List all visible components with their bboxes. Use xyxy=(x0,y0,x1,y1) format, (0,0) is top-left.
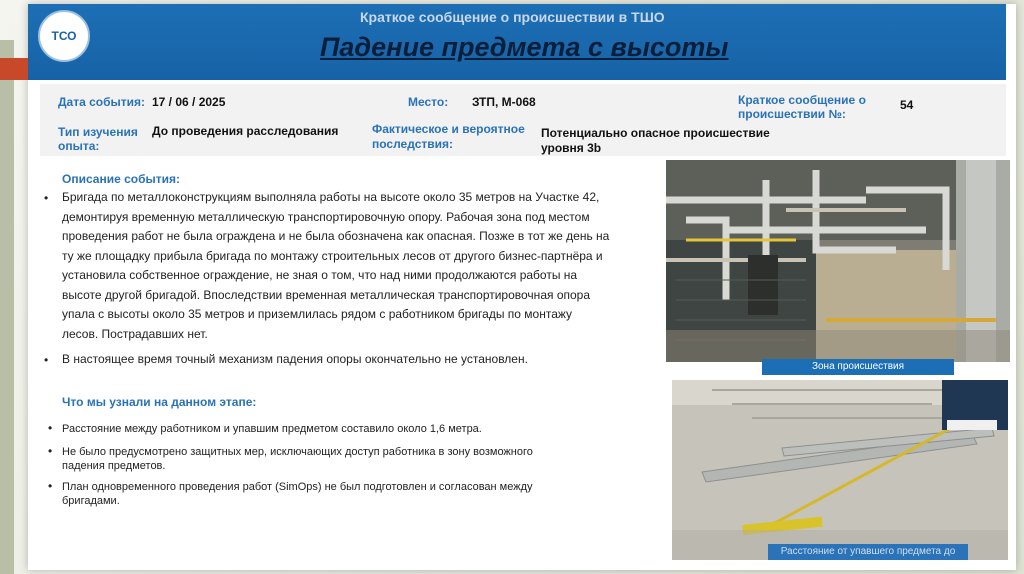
learned-item-1: Расстояние между работником и упавшим предметом составило около 1,6 метра. xyxy=(62,423,482,435)
company-logo xyxy=(38,10,90,62)
description-line: высоте другой бригадой. Впоследствии временная металлическая транспортировочная опора xyxy=(62,287,591,302)
learned-item-2-line: падения предметов. xyxy=(62,460,166,472)
bullet-dot: • xyxy=(48,444,53,458)
description-line: упала с высоты около 35 метров и приземлилась рядом с работником бригады по монтажу xyxy=(62,307,573,321)
description-line: установила собственное ограждение, не зная о том, что над ними продолжаются работы на xyxy=(62,268,578,282)
report-label-line1: Краткое сообщение о xyxy=(738,93,866,107)
distance-photo xyxy=(672,380,1008,560)
date-value: 17 / 06 / 2025 xyxy=(152,95,226,109)
distance-caption: Расстояние от упавшего предмета до xyxy=(768,544,968,560)
incident-area-caption: Зона происшествия xyxy=(762,359,954,375)
bullet-dot: • xyxy=(44,353,49,367)
report-number: 54 xyxy=(900,98,914,112)
description-title: Описание события: xyxy=(62,172,181,186)
place-label: Место: xyxy=(408,95,449,109)
learned-item-2-line: Не было предусмотрено защитных мер, исключающих доступ работника в зону возможного xyxy=(62,446,533,458)
type-value: До проведения расследования xyxy=(152,124,339,138)
learned-item-3-line: План одновременного проведения работ (SimOps) не был подготовлен и согласован между xyxy=(62,481,533,493)
learned-item-2 xyxy=(62,445,642,473)
place-value: ЗТП, М-068 xyxy=(472,95,536,109)
red-accent-tab xyxy=(0,58,30,80)
consequence-value-line1: Потенциально опасное происшествие xyxy=(541,126,770,140)
bullet-dot: • xyxy=(48,421,53,435)
logo-text: ТСО xyxy=(51,29,77,43)
date-label: Дата события: xyxy=(58,95,146,109)
description-bullet2: В настоящее время точный механизм падения опоры окончательно не установлен. xyxy=(62,352,528,366)
incident-area-photo xyxy=(666,160,1010,362)
page-title: Падение предмета с высоты xyxy=(320,32,729,62)
incident-area-image xyxy=(666,160,1010,362)
consequence-label-line1: Фактическое и вероятное xyxy=(372,122,525,136)
distance-image xyxy=(672,380,1008,560)
bullet-dot: • xyxy=(48,479,53,493)
learned-item-3-line: бригадами. xyxy=(62,495,120,507)
learned-title: Что мы узнали на данном этапе: xyxy=(62,395,257,409)
description-paragraph xyxy=(62,188,642,344)
description-line: демонтируя временную металлическую транспортировочную опору. Рабочая зона под местом xyxy=(62,209,590,224)
learned-item-3 xyxy=(62,480,642,508)
description-line: проведения работ не была ограждена и не была обозначена как опасная. Позже в тот же день на xyxy=(62,229,610,243)
bullet-dot: • xyxy=(44,191,49,205)
consequence-value-line2: уровня 3b xyxy=(541,141,602,155)
header-subtitle: Краткое сообщение о происшествии в ТШО xyxy=(360,9,665,25)
left-decor-bar xyxy=(0,40,14,574)
type-label-line2: опыта: xyxy=(58,139,100,153)
consequence-label-line2: последствия: xyxy=(372,137,453,151)
description-line: ту же площадку прибыла бригада по монтажу строительных лесов от другого бизнес-партнёра и xyxy=(62,248,603,263)
description-line: лесов. Пострадавших нет. xyxy=(62,326,208,341)
description-line: Бригада по металлоконструкциям выполняла работы на высоте около 35 метров на Участке 42, xyxy=(62,190,600,204)
type-label-line1: Тип изучения xyxy=(58,125,138,139)
report-label-line2: происшествии №: xyxy=(738,107,846,121)
